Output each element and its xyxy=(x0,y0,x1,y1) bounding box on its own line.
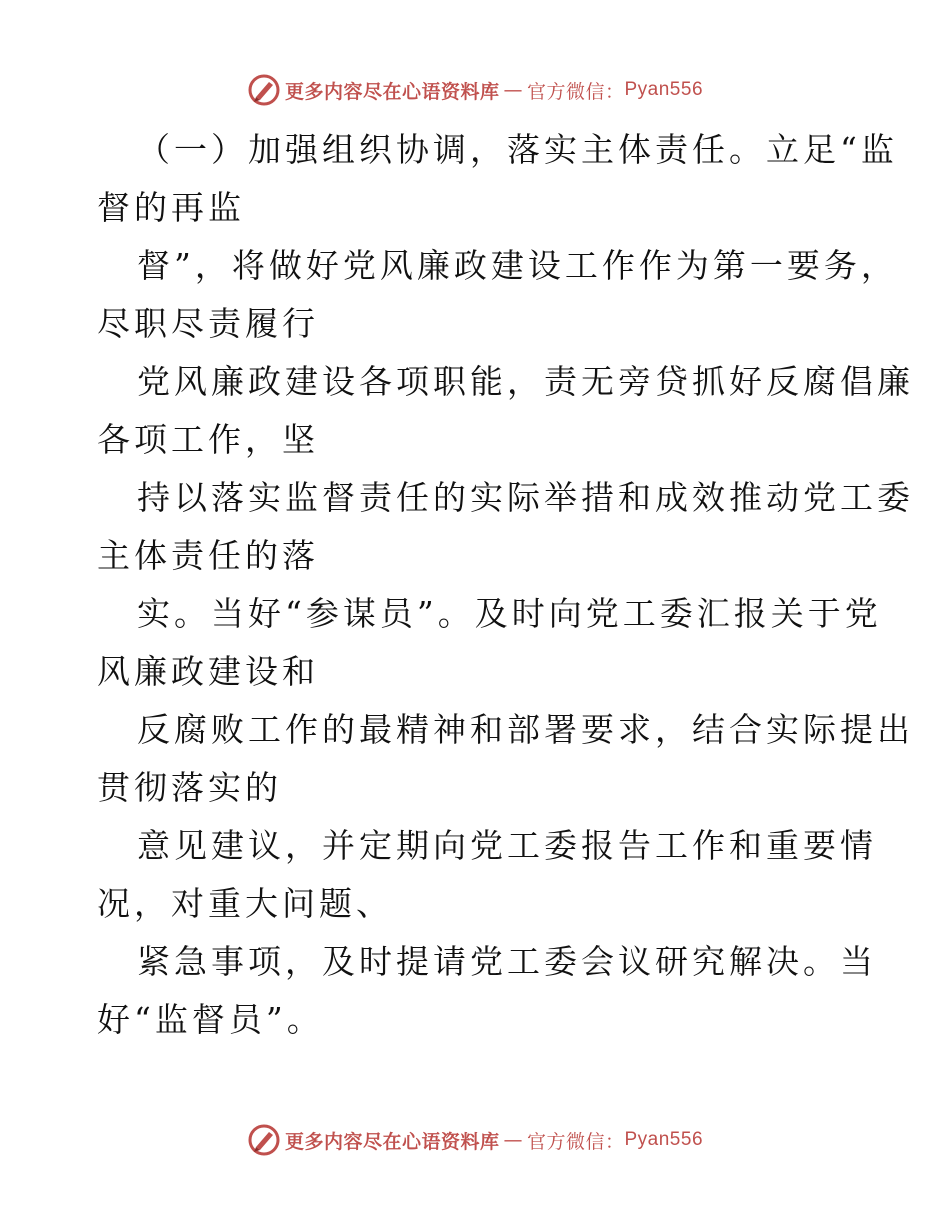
banner-wechat-label: 官方微信： xyxy=(526,1130,625,1153)
banner-brand: 更多内容尽在心语资料库 xyxy=(284,1130,500,1153)
banner-wechat-id: Pyan556 xyxy=(624,1129,704,1150)
banner-separator: — xyxy=(503,1129,523,1151)
document-body xyxy=(97,121,914,1049)
paragraph-line: （一）加强组织协调，落实主体责任。立足“监 xyxy=(137,130,898,169)
paragraph-line: 贯彻落实的 xyxy=(97,768,282,807)
paragraph-line: 反腐败工作的最精神和部署要求，结合实际提出 xyxy=(137,710,914,749)
footer-banner xyxy=(0,1120,950,1160)
paragraph-line: 党风廉政建设各项职能，责无旁贷抓好反腐倡廉 xyxy=(137,362,914,401)
paragraph-line: 风廉政建设和 xyxy=(97,652,319,691)
paragraph-line: 实。当好“参谋员”。及时向党工委汇报关于党 xyxy=(137,594,882,633)
paragraph-line: 各项工作，坚 xyxy=(97,420,319,459)
pen-circle-icon xyxy=(247,73,281,107)
banner-brand: 更多内容尽在心语资料库 xyxy=(284,80,500,103)
pen-circle-icon xyxy=(247,1123,281,1157)
header-banner xyxy=(0,70,950,110)
paragraph-line: 主体责任的落 xyxy=(97,536,319,575)
paragraph-line: 况，对重大问题、 xyxy=(97,884,393,923)
paragraph-line: 督”，将做好党风廉政建设工作作为第一要务， xyxy=(137,246,898,285)
banner-separator: — xyxy=(503,79,523,101)
paragraph-line: 尽职尽责履行 xyxy=(97,304,319,343)
paragraph-line: 紧急事项，及时提请党工委会议研究解决。当 xyxy=(137,942,877,981)
paragraph-line: 意见建议，并定期向党工委报告工作和重要情 xyxy=(137,826,877,865)
paragraph-line: 好“监督员”。 xyxy=(97,1000,324,1039)
paragraph-line: 督的再监 xyxy=(97,188,245,227)
banner-wechat-label: 官方微信： xyxy=(526,80,625,103)
banner-wechat-id: Pyan556 xyxy=(624,79,704,100)
paragraph-line: 持以落实监督责任的实际举措和成效推动党工委 xyxy=(137,478,914,517)
